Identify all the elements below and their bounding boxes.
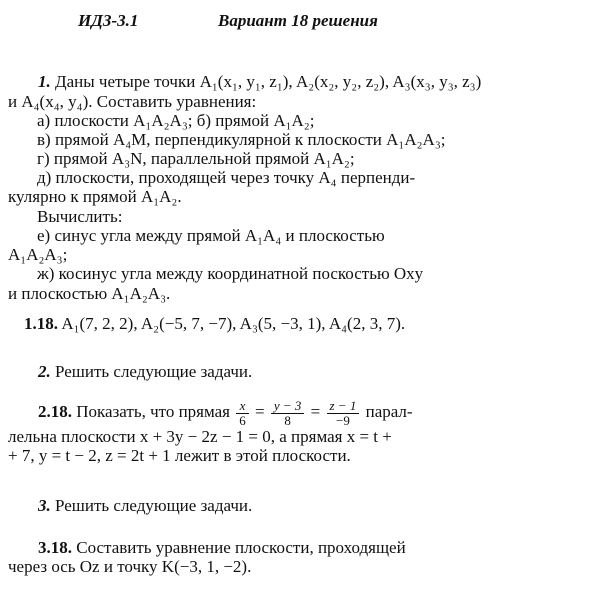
task1-line: в) прямой A₄M, перпендикулярной к плоскости A₁A₂A₃; [37, 130, 446, 149]
task1-number: 1. [38, 72, 51, 91]
task1-line: д) плоскости, проходящей через точку A₄ перпенди- [37, 168, 416, 187]
equals-sign: = [255, 402, 265, 421]
fraction-numerator: z − 1 [327, 399, 360, 414]
task1-line: а) плоскости A₁A₂A₃; б) прямой A₁A₂; [37, 111, 315, 130]
variant-title: Вариант 18 решения [218, 11, 378, 30]
task1-line: ж) косинус угла между координатной поскостью Oxy [37, 264, 424, 283]
variant3-number: 3.18. [38, 538, 72, 557]
task2-text: Решить следующие задачи. [55, 362, 253, 381]
task2-line [38, 362, 252, 382]
variant1-line [24, 314, 405, 334]
task1-line: кулярно к прямой A₁A₂. [8, 187, 182, 206]
variant2-tail: парал- [365, 402, 413, 421]
variant2-line [38, 396, 413, 428]
fraction-denominator: 8 [284, 412, 291, 428]
fraction-numerator: y − 3 [271, 399, 305, 414]
fraction-denominator: −9 [336, 412, 350, 428]
variant1-number: 1.18. [24, 314, 58, 333]
task1-text: Даны четыре точки A₁(x₁, y₁, z₁), A₂(x₂, y₂, z₂), A₃(x₃, y₃, z₃) [55, 72, 482, 91]
equals-sign: = [310, 402, 321, 421]
fraction-numerator: x [236, 399, 249, 414]
task1-line: и плоскостью A₁A₂A₃. [8, 284, 171, 303]
variant2-number: 2.18. [38, 402, 72, 421]
fraction-y [271, 399, 305, 428]
task1-line: A₁A₂A₃; [8, 245, 68, 264]
task3-text: Решить следующие задачи. [55, 496, 253, 515]
variant2-line: лельна плоскости x + 3y − 2z − 1 = 0, а прямая x = t + [8, 427, 392, 446]
task3-number: 3. [38, 496, 51, 515]
doc-code: ИДЗ-3.1 [78, 11, 139, 30]
variant3-line: через ось Oz и точку K(−3, 1, −2). [8, 557, 252, 576]
task3-line [38, 496, 252, 516]
task1-line: Вычислить: [37, 207, 123, 226]
variant1-points: A₁(7, 2, 2), A₂(−5, 7, −7), A₃(5, −3, 1), A₄(2, 3, 7). [61, 314, 406, 333]
task1-line: и A₄(x₄, y₄). Составить уравнения: [8, 92, 257, 111]
fraction-x [236, 399, 249, 428]
variant2-line: + 7, y = t − 2, z = 2t + 1 лежит в этой плоскости. [8, 446, 351, 465]
fraction-denominator: 6 [239, 412, 246, 428]
fraction-z [327, 399, 360, 428]
task2-number: 2. [38, 362, 51, 381]
variant3-line [38, 538, 406, 558]
variant3-text: Составить уравнение плоскости, проходящей [76, 538, 406, 557]
task1-line [38, 72, 481, 92]
task1-line: е) синус угла между прямой A₁A₄ и плоскостью [37, 226, 385, 245]
variant2-intro: Показать, что прямая [76, 402, 231, 421]
task1-line: г) прямой A₃N, параллельной прямой A₁A₂; [37, 149, 355, 168]
